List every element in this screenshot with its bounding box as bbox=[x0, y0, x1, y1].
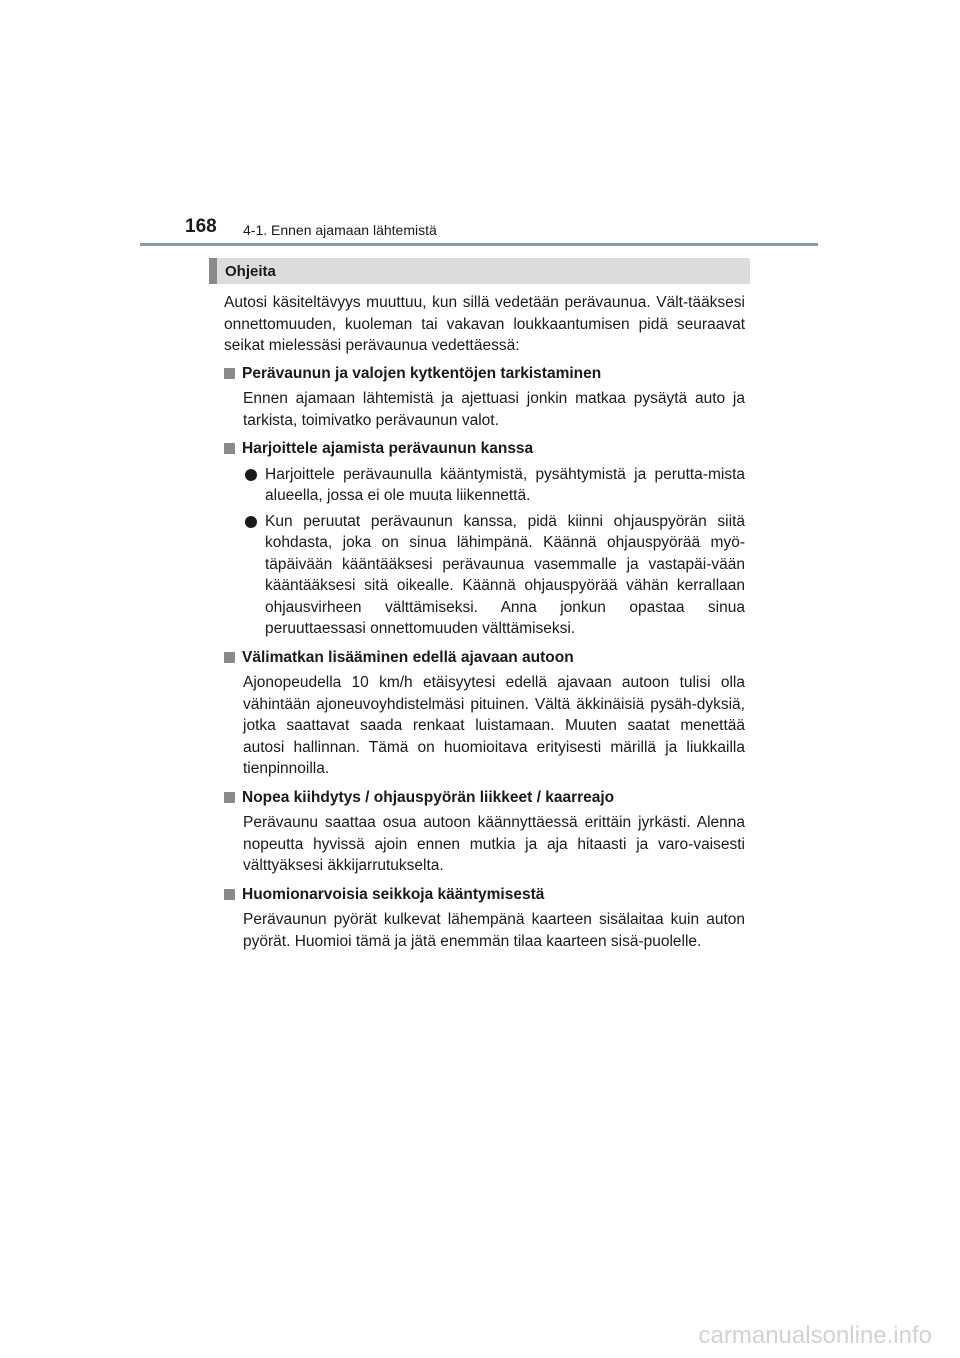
section-text: Perävaunu saattaa osua autoon käännyttäessä erittäin jyrkästi. Alenna nopeutta hyvissä ajoin ennen mutkia ja aja hitaasti ja varo-vaisesti välttyäksesi äkkijarrutukselta. bbox=[243, 814, 745, 874]
section-text: Ennen ajamaan lähtemistä ja ajettuasi jonkin matkaa pysäytä auto ja tarkista, toimivatko perävaunun valot. bbox=[243, 390, 745, 429]
section-heading bbox=[224, 438, 745, 460]
square-bullet-icon bbox=[224, 652, 235, 663]
heading-text: Välimatkan lisääminen edellä ajavaan autoon bbox=[242, 648, 574, 666]
intro-paragraph: Autosi käsiteltävyys muuttuu, kun sillä vedetään perävaunua. Vält-tääksesi onnettomuuden, kuoleman tai vakavan loukkaantumisen pidä seuraavat seikat mielessäsi perävaunua vedettäessä: bbox=[224, 294, 745, 354]
section-bar bbox=[209, 258, 750, 284]
section-heading bbox=[224, 647, 745, 669]
heading-text: Huomionarvoisia seikkoja kääntymisestä bbox=[242, 885, 545, 903]
circle-bullet-icon bbox=[245, 469, 257, 481]
bullet-item bbox=[224, 464, 745, 507]
chapter-title: 4-1. Ennen ajamaan lähtemistä bbox=[243, 222, 437, 238]
section-heading bbox=[224, 884, 745, 906]
square-bullet-icon bbox=[224, 443, 235, 454]
section-practice bbox=[224, 438, 745, 640]
square-bullet-icon bbox=[224, 889, 235, 900]
section-distance bbox=[224, 647, 745, 780]
page-content bbox=[224, 292, 745, 959]
bullet-text: Kun peruutat perävaunun kanssa, pidä kiinni ohjauspyörän siitä kohdasta, joka on sinua lähimpänä. Käännä ohjauspyörää myö-täpäivään kääntääksesi perävaunua vasemmalle ja vastapäi-vään kääntääksesi sitä oikealle. Käännä ohjauspyörää vähän kerrallaan ohjausvirheen välttämiseksi. Anna jonkun opastaa sinua peruuttaessasi onnettomuuden välttämiseksi. bbox=[265, 512, 745, 637]
section-heading bbox=[224, 787, 745, 809]
section-text: Ajonopeudella 10 km/h etäisyytesi edellä ajavaan autoon tulisi olla vähintään ajoneuvoyhdistelmäsi pituinen. Vältä äkkinäisiä pysäh-dyksiä, jotka saattavat saada renkaat luistamaan. Muuten saatat menettää autosi hallinnan. Tämä on huomioitava erityisesti märillä ja liukkailla tienpinnoilla. bbox=[243, 674, 745, 777]
section-text: Perävaunun pyörät kulkevat lähempänä kaarteen sisälaitaa kuin auton pyörät. Huomioi tämä ja jätä enemmän tilaa kaarteen sisä-puolelle. bbox=[243, 911, 745, 950]
section-title: Ohjeita bbox=[225, 262, 276, 280]
watermark: carmanualsonline.info bbox=[698, 1322, 932, 1349]
section-acceleration bbox=[224, 787, 745, 877]
heading-text: Harjoittele ajamista perävaunun kanssa bbox=[242, 440, 534, 457]
bullet-text: Harjoittele perävaunulla kääntymistä, pysähtymistä ja perutta-mista alueella, jossa ei ole muuta liikennettä. bbox=[265, 465, 745, 504]
header-rule bbox=[140, 243, 818, 246]
circle-bullet-icon bbox=[245, 516, 257, 528]
section-turning bbox=[224, 884, 745, 953]
heading-text: Perävaunun ja valojen kytkentöjen tarkistaminen bbox=[242, 364, 602, 382]
square-bullet-icon bbox=[224, 792, 235, 803]
square-bullet-icon bbox=[224, 368, 235, 379]
section-heading bbox=[224, 363, 745, 385]
page-number: 168 bbox=[185, 216, 217, 237]
bullet-item bbox=[224, 511, 745, 640]
heading-text: Nopea kiihdytys / ohjauspyörän liikkeet / kaarreajo bbox=[242, 788, 615, 806]
section-trailer-lights bbox=[224, 363, 745, 432]
